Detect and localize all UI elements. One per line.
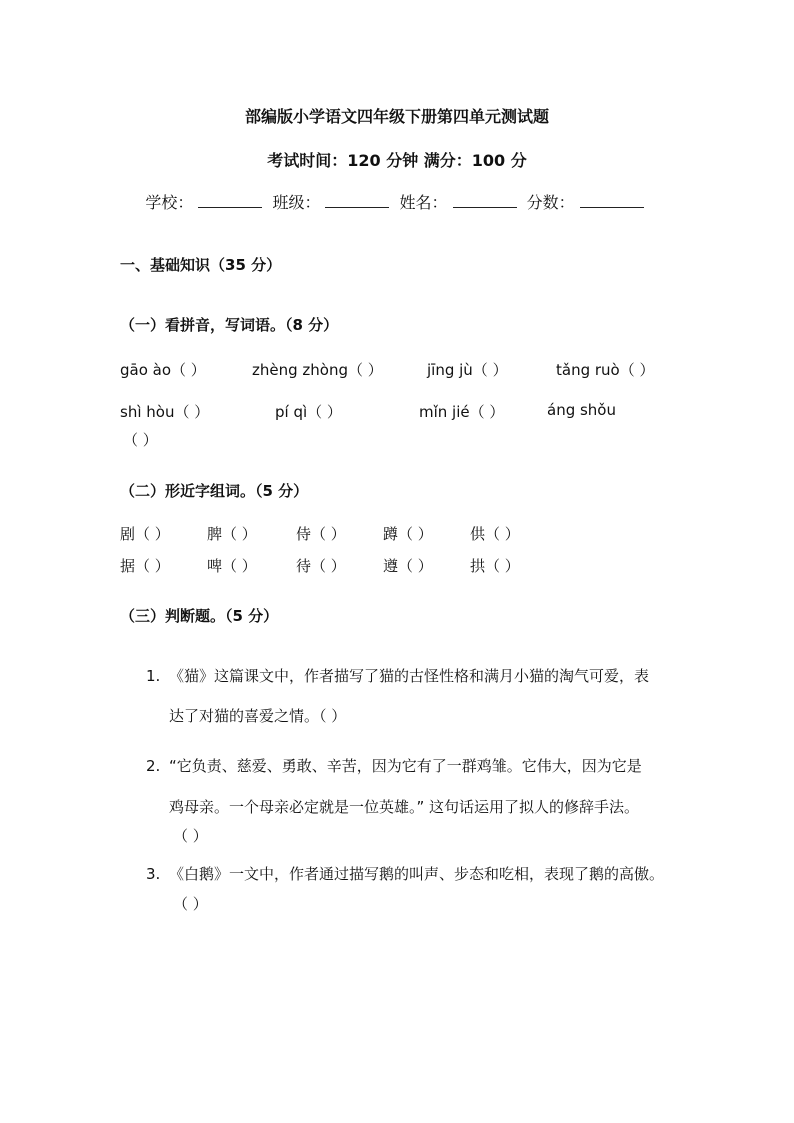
name-label: 姓名： (399, 193, 448, 212)
school-blank[interactable] (198, 193, 262, 208)
question-number: 2. (146, 757, 161, 775)
score-label: 分数： (526, 193, 575, 212)
pinyin-answer-blank[interactable]: （ ） (123, 431, 158, 449)
pinyin-item: mǐn jié（ ） (419, 403, 505, 421)
exam-subtitle: 考试时间：120 分钟 满分：100 分 (267, 151, 527, 170)
char-item: 啤（ ） (207, 557, 257, 575)
pinyin-item: tǎng ruò（ ） (556, 361, 655, 379)
student-info-line (0, 190, 794, 213)
class-label: 班级： (272, 193, 321, 212)
char-item: 蹲（ ） (383, 525, 433, 543)
question-number: 3. (146, 865, 161, 883)
char-item: 脾（ ） (207, 525, 257, 543)
pinyin-item: áng shǒu (547, 401, 616, 419)
class-blank[interactable] (325, 193, 389, 208)
part-3-heading: （三）判断题。（5 分） (120, 607, 279, 625)
char-item: 待（ ） (296, 557, 346, 575)
question-text: 《白鹅》一文中，作者通过描写鹅的叫声、步态和吃相，表现了鹅的高傲。 (169, 865, 665, 883)
pinyin-item: gāo ào（ ） (120, 361, 206, 379)
question-text: 鸡母亲。一个母亲必定就是一位英雄。” 这句话运用了拟人的修辞手法。 (169, 798, 640, 816)
pinyin-item: shì hòu（ ） (120, 403, 210, 421)
char-item: 据（ ） (120, 557, 170, 575)
question-number: 1. (146, 667, 161, 685)
char-item: 侍（ ） (296, 525, 346, 543)
score-blank[interactable] (580, 193, 644, 208)
question-text: 达了对猫的喜爱之情。（ ） (169, 707, 347, 725)
char-item: 供（ ） (470, 525, 520, 543)
char-item: 拱（ ） (470, 557, 520, 575)
part-1-heading: （一）看拼音，写词语。（8 分） (120, 316, 339, 334)
pinyin-item: zhèng zhòng（ ） (252, 361, 383, 379)
pinyin-item: jīng jù（ ） (427, 361, 508, 379)
char-item: 遵（ ） (383, 557, 433, 575)
question-text: “它负责、慈爱、勇敢、辛苦，因为它有了一群鸡雏。它伟大，因为它是 (169, 757, 642, 775)
pinyin-item: pí qì（ ） (275, 403, 342, 421)
char-item: 剧（ ） (120, 525, 170, 543)
school-label: 学校： (145, 193, 194, 212)
question-text: 《猫》这篇课文中，作者描写了猫的古怪性格和满月小猫的淘气可爱，表 (169, 667, 650, 685)
section-1-heading: 一、基础知识（35 分） (120, 256, 282, 274)
answer-blank[interactable]: （ ） (173, 827, 208, 845)
part-2-heading: （二）形近字组词。（5 分） (120, 482, 309, 500)
answer-blank[interactable]: （ ） (173, 895, 208, 913)
name-blank[interactable] (453, 193, 517, 208)
exam-title: 部编版小学语文四年级下册第四单元测试题 (244, 107, 549, 126)
